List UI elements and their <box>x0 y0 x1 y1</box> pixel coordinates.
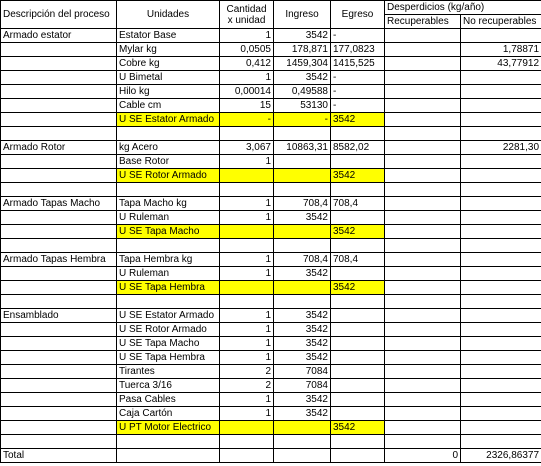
no-recuperables-cell <box>461 337 541 351</box>
table-row <box>1 225 541 239</box>
quantity-cell: 1 <box>220 211 274 225</box>
no-recuperables-cell <box>461 323 541 337</box>
table-row <box>1 393 541 407</box>
no-recuperables-cell <box>461 407 541 421</box>
table-row <box>1 435 541 449</box>
table-row <box>1 169 541 183</box>
quantity-cell: 0,412 <box>220 57 274 71</box>
process-cell <box>1 351 117 365</box>
ingreso-cell: 7084 <box>274 379 331 393</box>
quantity-cell: 0,00014 <box>220 85 274 99</box>
process-cell <box>1 57 117 71</box>
header-cantidad-line2: x unidad <box>227 14 266 26</box>
quantity-cell <box>220 169 274 183</box>
recuperables-cell <box>385 169 461 183</box>
no-recuperables-cell <box>461 155 541 169</box>
unit-cell: U PT Motor Electrico <box>117 421 220 435</box>
no-recuperables-cell <box>461 99 541 113</box>
no-recuperables-cell <box>461 239 541 253</box>
process-cell <box>1 323 117 337</box>
unit-cell: U Ruleman <box>117 267 220 281</box>
unit-cell: U Ruleman <box>117 211 220 225</box>
table-row <box>1 127 541 141</box>
recuperables-cell <box>385 57 461 71</box>
egreso-cell: 3542 <box>331 421 385 435</box>
no-recuperables-cell <box>461 281 541 295</box>
header-ingreso: Ingreso <box>274 1 331 29</box>
recuperables-cell <box>385 365 461 379</box>
table-row <box>1 365 541 379</box>
egreso-cell: 1415,525 <box>331 57 385 71</box>
egreso-cell <box>331 267 385 281</box>
table-row <box>1 85 541 99</box>
process-cell <box>1 183 117 197</box>
recuperables-cell <box>385 155 461 169</box>
header-cantidad-line1: Cantidad <box>226 3 267 15</box>
process-cell <box>1 393 117 407</box>
process-cell <box>1 435 117 449</box>
process-cell <box>1 99 117 113</box>
table-row <box>1 407 541 421</box>
quantity-cell <box>220 127 274 141</box>
recuperables-cell <box>385 141 461 155</box>
unit-cell: Tapa Hembra kg <box>117 253 220 267</box>
quantity-cell <box>220 239 274 253</box>
recuperables-cell <box>385 379 461 393</box>
process-cell: Armado Tapas Macho <box>1 197 117 211</box>
no-recuperables-cell <box>461 85 541 99</box>
process-cell <box>1 267 117 281</box>
egreso-cell <box>331 393 385 407</box>
ingreso-cell: 178,871 <box>274 43 331 57</box>
table-row <box>1 99 541 113</box>
table-row <box>1 309 541 323</box>
quantity-cell: 1 <box>220 351 274 365</box>
unit-cell <box>117 435 220 449</box>
process-cell: Armado Rotor <box>1 141 117 155</box>
recuperables-cell <box>385 29 461 43</box>
ingreso-cell: 53130 <box>274 99 331 113</box>
recuperables-cell <box>385 225 461 239</box>
ingreso-cell: 3542 <box>274 211 331 225</box>
process-cell: Ensamblado <box>1 309 117 323</box>
egreso-cell: 3542 <box>331 225 385 239</box>
quantity-cell: 1 <box>220 253 274 267</box>
egreso-cell: 708,4 <box>331 197 385 211</box>
process-cell <box>1 71 117 85</box>
quantity-cell: 15 <box>220 99 274 113</box>
ingreso-cell <box>274 239 331 253</box>
ingreso-cell: 3542 <box>274 323 331 337</box>
no-recuperables-cell <box>461 351 541 365</box>
process-cell <box>1 379 117 393</box>
egreso-cell: 177,0823 <box>331 43 385 57</box>
no-recuperables-cell <box>461 309 541 323</box>
process-cell: Armado Tapas Hembra <box>1 253 117 267</box>
unit-cell: Tuerca 3/16 <box>117 379 220 393</box>
quantity-cell: 2 <box>220 365 274 379</box>
total-recuperables: 0 <box>385 449 461 463</box>
recuperables-cell <box>385 351 461 365</box>
ingreso-cell: 708,4 <box>274 197 331 211</box>
process-cell <box>1 281 117 295</box>
recuperables-cell <box>385 85 461 99</box>
egreso-cell: 3542 <box>331 113 385 127</box>
no-recuperables-cell: 1,78871 <box>461 43 541 57</box>
ingreso-cell <box>274 281 331 295</box>
recuperables-cell <box>385 407 461 421</box>
unit-cell <box>117 183 220 197</box>
total-row <box>1 449 541 463</box>
unit-cell: Tapa Macho kg <box>117 197 220 211</box>
unit-cell: Mylar kg <box>117 43 220 57</box>
egreso-cell <box>331 309 385 323</box>
table-row <box>1 141 541 155</box>
unit-cell: U Bimetal <box>117 71 220 85</box>
no-recuperables-cell <box>461 113 541 127</box>
ingreso-cell: 3542 <box>274 29 331 43</box>
total-label: Total <box>1 449 117 463</box>
no-recuperables-cell <box>461 127 541 141</box>
recuperables-cell <box>385 113 461 127</box>
recuperables-cell <box>385 393 461 407</box>
quantity-cell: 0,0505 <box>220 43 274 57</box>
unit-cell <box>117 239 220 253</box>
egreso-cell <box>331 155 385 169</box>
table-row <box>1 211 541 225</box>
egreso-cell: - <box>331 99 385 113</box>
total-empty <box>117 449 220 463</box>
quantity-cell <box>220 225 274 239</box>
header-egreso: Egreso <box>331 1 385 29</box>
egreso-cell: 8582,02 <box>331 141 385 155</box>
table-row <box>1 421 541 435</box>
recuperables-cell <box>385 43 461 57</box>
no-recuperables-cell <box>461 211 541 225</box>
process-cell: Armado estator <box>1 29 117 43</box>
quantity-cell: 1 <box>220 337 274 351</box>
ingreso-cell: 3542 <box>274 309 331 323</box>
unit-cell: Cable cm <box>117 99 220 113</box>
ingreso-cell: 0,49588 <box>274 85 331 99</box>
unit-cell: U SE Rotor Armado <box>117 323 220 337</box>
table-row <box>1 155 541 169</box>
no-recuperables-cell <box>461 421 541 435</box>
table-row <box>1 253 541 267</box>
recuperables-cell <box>385 267 461 281</box>
unit-cell: kg Acero <box>117 141 220 155</box>
quantity-cell <box>220 281 274 295</box>
header-no-recuperables: No recuperables <box>461 15 541 29</box>
egreso-cell <box>331 295 385 309</box>
no-recuperables-cell <box>461 71 541 85</box>
table-row <box>1 379 541 393</box>
unit-cell: U SE Estator Armado <box>117 309 220 323</box>
quantity-cell: 1 <box>220 155 274 169</box>
ingreso-cell <box>274 183 331 197</box>
ingreso-cell: 1459,304 <box>274 57 331 71</box>
table-row <box>1 113 541 127</box>
unit-cell: U SE Tapa Macho <box>117 337 220 351</box>
quantity-cell: 1 <box>220 71 274 85</box>
recuperables-cell <box>385 295 461 309</box>
ingreso-cell <box>274 169 331 183</box>
no-recuperables-cell <box>461 169 541 183</box>
no-recuperables-cell <box>461 29 541 43</box>
recuperables-cell <box>385 421 461 435</box>
unit-cell: U SE Rotor Armado <box>117 169 220 183</box>
unit-cell: Caja Cartón <box>117 407 220 421</box>
ingreso-cell: 3542 <box>274 337 331 351</box>
recuperables-cell <box>385 309 461 323</box>
egreso-cell <box>331 365 385 379</box>
header-unidades: Unidades <box>117 1 220 29</box>
process-cell <box>1 407 117 421</box>
egreso-cell: 3542 <box>331 281 385 295</box>
table-row <box>1 239 541 253</box>
no-recuperables-cell <box>461 253 541 267</box>
total-empty <box>274 449 331 463</box>
egreso-cell: - <box>331 85 385 99</box>
egreso-cell: 3542 <box>331 169 385 183</box>
ingreso-cell: 3542 <box>274 71 331 85</box>
recuperables-cell <box>385 211 461 225</box>
process-cell <box>1 421 117 435</box>
no-recuperables-cell <box>461 225 541 239</box>
egreso-cell: - <box>331 71 385 85</box>
table-row <box>1 351 541 365</box>
header-row-1 <box>1 1 541 15</box>
process-cell <box>1 295 117 309</box>
unit-cell: Pasa Cables <box>117 393 220 407</box>
recuperables-cell <box>385 99 461 113</box>
quantity-cell: 1 <box>220 393 274 407</box>
recuperables-cell <box>385 197 461 211</box>
header-recuperables: Recuperables <box>385 15 461 29</box>
ingreso-cell: 3542 <box>274 407 331 421</box>
no-recuperables-cell <box>461 393 541 407</box>
ingreso-cell: 3542 <box>274 393 331 407</box>
quantity-cell <box>220 183 274 197</box>
table-row <box>1 323 541 337</box>
unit-cell: Hilo kg <box>117 85 220 99</box>
recuperables-cell <box>385 435 461 449</box>
quantity-cell: - <box>220 113 274 127</box>
no-recuperables-cell <box>461 435 541 449</box>
total-no-recuperables: 2326,86377 <box>461 449 541 463</box>
egreso-cell <box>331 407 385 421</box>
egreso-cell <box>331 379 385 393</box>
recuperables-cell <box>385 253 461 267</box>
quantity-cell: 1 <box>220 197 274 211</box>
recuperables-cell <box>385 183 461 197</box>
no-recuperables-cell <box>461 183 541 197</box>
no-recuperables-cell <box>461 379 541 393</box>
recuperables-cell <box>385 323 461 337</box>
recuperables-cell <box>385 239 461 253</box>
quantity-cell <box>220 295 274 309</box>
process-cell <box>1 225 117 239</box>
table-row <box>1 281 541 295</box>
header-desperdicios: Desperdicios (kg/año) <box>385 1 541 15</box>
process-cell <box>1 43 117 57</box>
egreso-cell: - <box>331 29 385 43</box>
process-cell <box>1 113 117 127</box>
table-row <box>1 43 541 57</box>
table-row <box>1 295 541 309</box>
recuperables-cell <box>385 337 461 351</box>
quantity-cell: 1 <box>220 407 274 421</box>
no-recuperables-cell: 43,77912 <box>461 57 541 71</box>
process-cell <box>1 337 117 351</box>
process-cell <box>1 239 117 253</box>
ingreso-cell <box>274 127 331 141</box>
header-descripcion: Descripción del proceso <box>1 1 117 29</box>
unit-cell: U SE Tapa Hembra <box>117 351 220 365</box>
quantity-cell <box>220 421 274 435</box>
total-empty <box>331 449 385 463</box>
process-cell <box>1 211 117 225</box>
quantity-cell: 1 <box>220 267 274 281</box>
table-row <box>1 29 541 43</box>
table-row <box>1 337 541 351</box>
process-cell <box>1 155 117 169</box>
recuperables-cell <box>385 71 461 85</box>
egreso-cell <box>331 323 385 337</box>
header-cantidad <box>220 1 274 29</box>
ingreso-cell: - <box>274 113 331 127</box>
quantity-cell: 1 <box>220 309 274 323</box>
table-row <box>1 267 541 281</box>
unit-cell <box>117 295 220 309</box>
unit-cell <box>117 127 220 141</box>
no-recuperables-cell <box>461 295 541 309</box>
egreso-cell <box>331 351 385 365</box>
quantity-cell: 1 <box>220 323 274 337</box>
unit-cell: U SE Estator Armado <box>117 113 220 127</box>
table-row <box>1 57 541 71</box>
quantity-cell <box>220 435 274 449</box>
unit-cell: Cobre kg <box>117 57 220 71</box>
table-row <box>1 183 541 197</box>
unit-cell: U SE Tapa Hembra <box>117 281 220 295</box>
process-cell <box>1 365 117 379</box>
no-recuperables-cell <box>461 267 541 281</box>
ingreso-cell <box>274 155 331 169</box>
egreso-cell: 708,4 <box>331 253 385 267</box>
egreso-cell <box>331 211 385 225</box>
total-empty <box>220 449 274 463</box>
recuperables-cell <box>385 127 461 141</box>
unit-cell: Tirantes <box>117 365 220 379</box>
ingreso-cell: 708,4 <box>274 253 331 267</box>
ingreso-cell <box>274 225 331 239</box>
egreso-cell <box>331 337 385 351</box>
unit-cell: U SE Tapa Macho <box>117 225 220 239</box>
unit-cell: Estator Base <box>117 29 220 43</box>
recuperables-cell <box>385 281 461 295</box>
ingreso-cell: 7084 <box>274 365 331 379</box>
no-recuperables-cell <box>461 365 541 379</box>
ingreso-cell: 10863,31 <box>274 141 331 155</box>
quantity-cell: 3,067 <box>220 141 274 155</box>
ingreso-cell <box>274 421 331 435</box>
table-row <box>1 71 541 85</box>
egreso-cell <box>331 127 385 141</box>
egreso-cell <box>331 183 385 197</box>
process-cell <box>1 127 117 141</box>
process-cell <box>1 169 117 183</box>
no-recuperables-cell: 2281,30 <box>461 141 541 155</box>
quantity-cell: 2 <box>220 379 274 393</box>
ingreso-cell: 3542 <box>274 351 331 365</box>
table-row <box>1 197 541 211</box>
ingreso-cell <box>274 435 331 449</box>
ingreso-cell: 3542 <box>274 267 331 281</box>
egreso-cell <box>331 435 385 449</box>
no-recuperables-cell <box>461 197 541 211</box>
egreso-cell <box>331 239 385 253</box>
quantity-cell: 1 <box>220 29 274 43</box>
unit-cell: Base Rotor <box>117 155 220 169</box>
process-cell <box>1 85 117 99</box>
ingreso-cell <box>274 295 331 309</box>
